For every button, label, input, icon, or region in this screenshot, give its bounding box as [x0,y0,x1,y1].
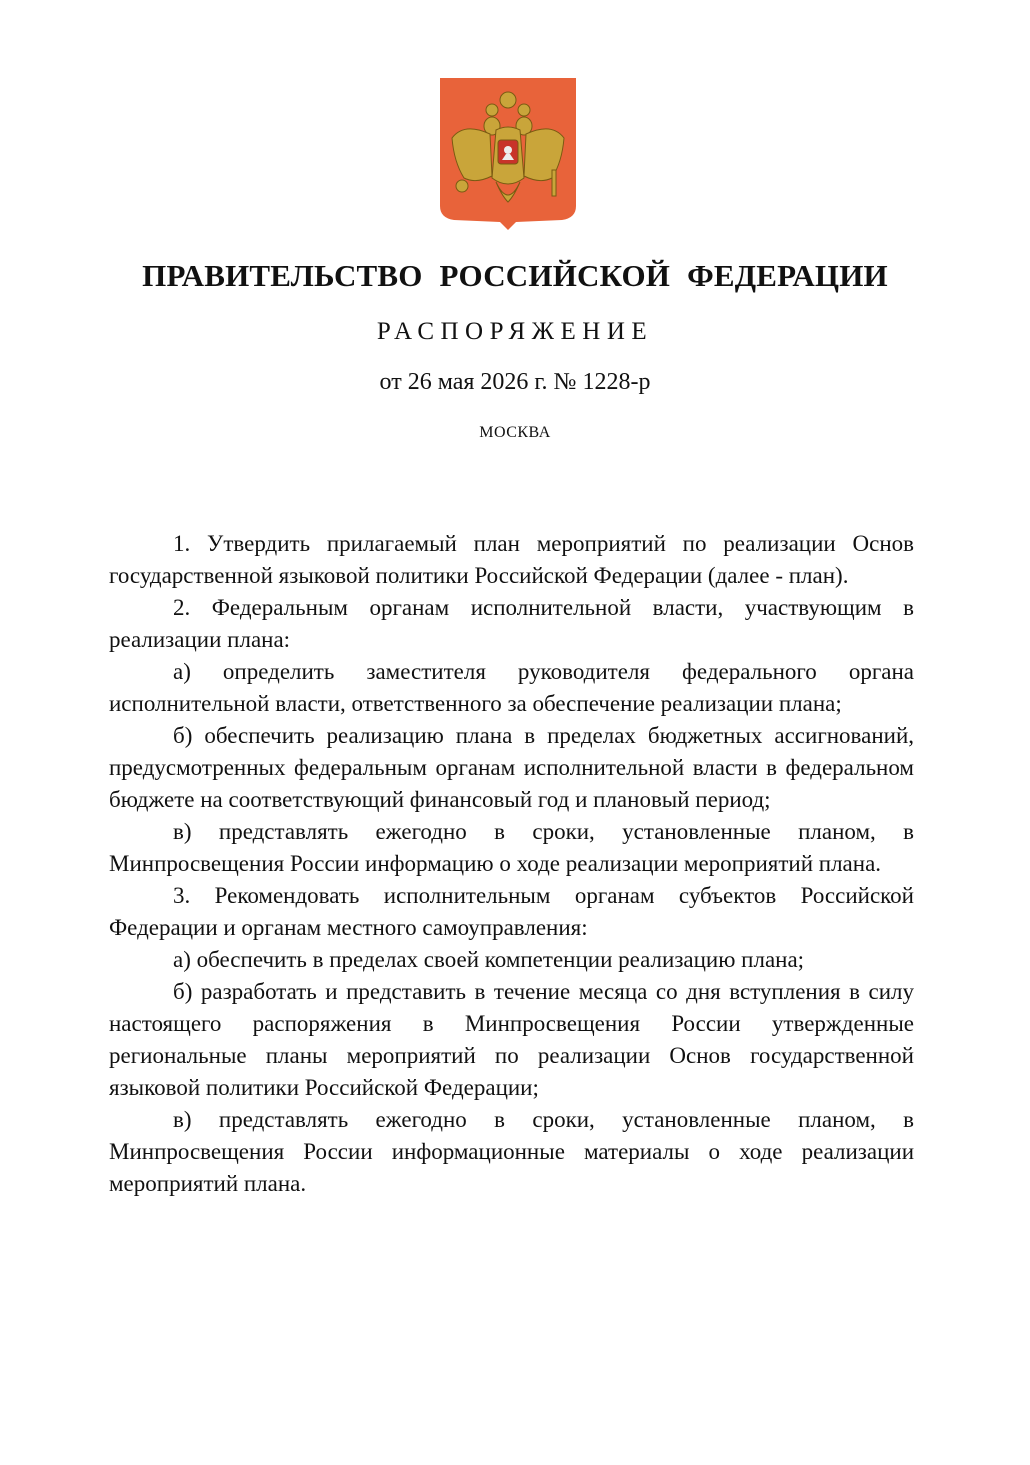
paragraph-2b: б) обеспечить реализацию плана в пределах бюджетных ассигнований, предусмотренных федеральным органам исполнительной власти в федеральном бюджете на соответствующий финансовый год и плановый период; [109,723,914,812]
paragraph-3b: б) разработать и представить в течение месяца со дня вступления в силу настоящего распоряжения в Минпросвещения России утвержденные региональные планы мероприятий по реализации Основ государственной языковой политики Российской Федерации; [109,979,914,1100]
organization-title: ПРАВИТЕЛЬСТВО РОССИЙСКОЙ ФЕДЕРАЦИИ [142,258,888,293]
paragraph-3a: а) обеспечить в пределах своей компетенции реализацию плана; [173,947,805,972]
document-type: РАСПОРЯЖЕНИЕ [376,318,654,345]
paragraph-2v: в) представлять ежегодно в сроки, установленные планом, в Минпросвещения России информацию о ходе реализации мероприятий плана. [109,819,914,876]
paragraph-2: 2. Федеральным органам исполнительной власти, участвующим в реализации плана: [109,595,914,652]
document-city: МОСКВА [479,424,551,441]
paragraph-3: 3. Рекомендовать исполнительным органам субъектов Российской Федерации и органам местного самоуправления: [109,883,914,940]
russian-federation-coat-of-arms-icon [440,78,576,230]
paragraph-1: 1. Утвердить прилагаемый план мероприятий по реализации Основ государственной языковой политики Российской Федерации (далее - план). [109,531,914,588]
paragraph-3v: в) представлять ежегодно в сроки, установленные планом, в Минпросвещения России информационные материалы о ходе реализации мероприятий плана. [109,1107,914,1196]
document-date-number: от 26 мая 2026 г. № 1228-р [379,369,651,395]
paragraph-2a: а) определить заместителя руководителя федерального органа исполнительной власти, ответственного за обеспечение реализации плана; [109,659,914,716]
document-body [109,528,914,1200]
